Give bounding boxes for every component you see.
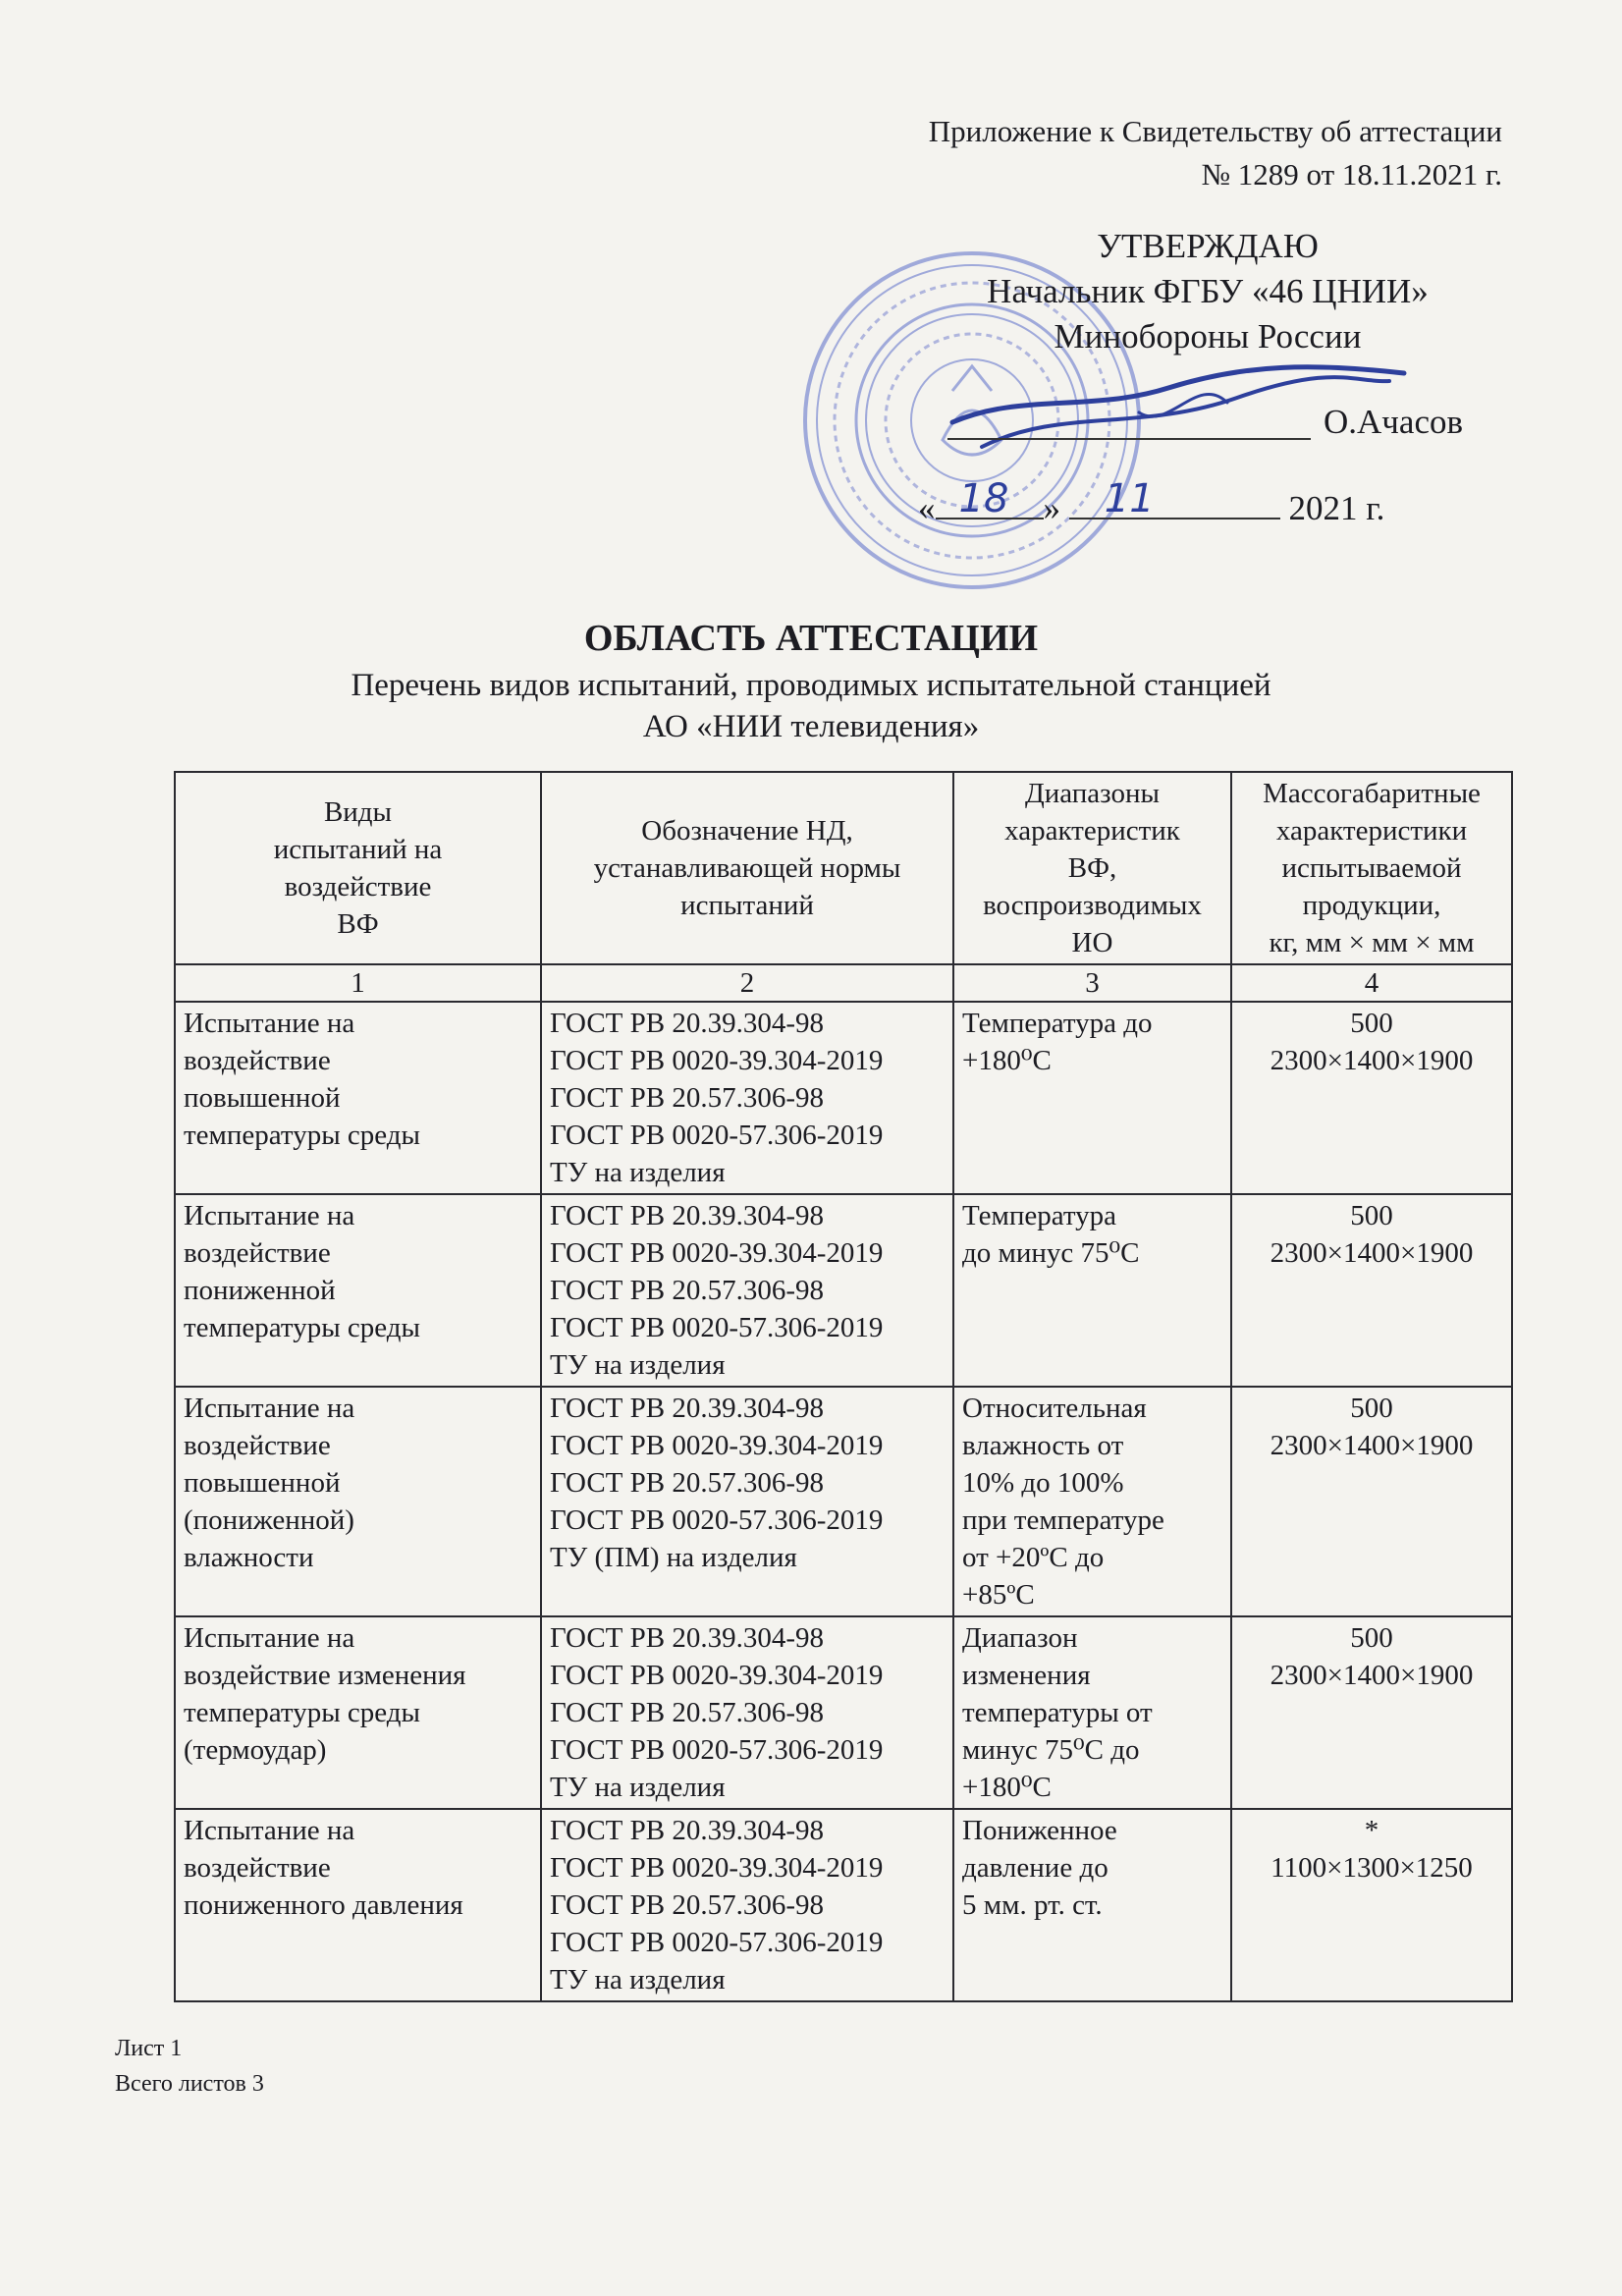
table-row xyxy=(175,1194,1512,1387)
cell-range-line: Температура xyxy=(962,1200,1117,1231)
cell-type-line: Испытание на xyxy=(184,1815,355,1846)
header-line: устанавливающей нормы xyxy=(593,852,901,884)
document-title: ОБЛАСТЬ АТТЕСТАЦИИ xyxy=(583,618,1039,659)
annex-line-2: № 1289 от 18.11.2021 г. xyxy=(1201,157,1502,191)
cell-docs-line: ТУ на изделия xyxy=(550,1964,726,1995)
cell-range-line: изменения xyxy=(962,1660,1091,1691)
cell-range xyxy=(953,1616,1231,1809)
date-open-quote: « xyxy=(918,489,936,527)
cell-type-line: пониженной xyxy=(184,1275,336,1306)
cell-docs-line: ГОСТ РВ 20.57.306-98 xyxy=(550,1082,825,1114)
header-line: ВФ, xyxy=(1067,852,1117,884)
cell-range-line: +180⁰С xyxy=(962,1045,1052,1076)
header-line: испытаний xyxy=(680,890,814,921)
header-ranges xyxy=(953,772,1231,964)
annex-header xyxy=(929,110,1502,196)
cell-type-line: воздействие изменения xyxy=(184,1660,466,1691)
sheet-info xyxy=(115,2031,264,2102)
cell-docs-line: ГОСТ РВ 0020-57.306-2019 xyxy=(550,1312,884,1343)
cell-mass xyxy=(1231,1387,1512,1616)
sheet-total: Всего листов 3 xyxy=(115,2071,264,2097)
cell-mass-line: 1100×1300×1250 xyxy=(1271,1852,1473,1884)
handwritten-month: 11 xyxy=(1104,476,1155,521)
approval-line-1: Начальник ФГБУ «46 ЦНИИ» xyxy=(987,272,1429,310)
cell-mass-line: 2300×1400×1900 xyxy=(1270,1430,1474,1461)
col-number-4: 4 xyxy=(1231,964,1512,1002)
cell-docs-line: ГОСТ РВ 0020-39.304-2019 xyxy=(550,1237,884,1269)
column-number-row xyxy=(175,964,1512,1002)
cell-type-line: Испытание на xyxy=(184,1393,355,1424)
cell-docs xyxy=(541,1809,953,2001)
header-line: Виды xyxy=(323,796,393,828)
cell-docs-line: ТУ на изделия xyxy=(550,1157,726,1188)
cell-docs xyxy=(541,1616,953,1809)
document-subtitle-1: Перечень видов испытаний, проводимых испытательной станцией xyxy=(351,668,1271,703)
cell-range xyxy=(953,1002,1231,1194)
cell-docs-line: ГОСТ РВ 0020-57.306-2019 xyxy=(550,1927,884,1958)
cell-type-line: воздействие xyxy=(184,1852,331,1884)
header-line: продукции, xyxy=(1302,890,1441,921)
cell-docs-line: ГОСТ РВ 0020-39.304-2019 xyxy=(550,1430,884,1461)
cell-docs-line: ТУ на изделия xyxy=(550,1349,726,1381)
cell-range-line: влажность от xyxy=(962,1430,1124,1461)
table-header-row xyxy=(175,772,1512,964)
date-close-quote: » xyxy=(1043,489,1060,527)
cell-docs-line: ГОСТ РВ 20.57.306-98 xyxy=(550,1275,825,1306)
header-line: кг, мм × мм × мм xyxy=(1269,927,1475,958)
cell-type-line: (термоудар) xyxy=(184,1734,327,1766)
cell-range-line: +85ºС xyxy=(962,1579,1035,1611)
col-number-3: 3 xyxy=(953,964,1231,1002)
cell-range xyxy=(953,1809,1231,2001)
cell-docs-line: ГОСТ РВ 20.39.304-98 xyxy=(550,1622,825,1654)
cell-range xyxy=(953,1387,1231,1616)
header-mass-dimensions xyxy=(1231,772,1512,964)
cell-mass-line: 500 xyxy=(1350,1200,1393,1231)
cell-type-line: повышенной xyxy=(184,1082,341,1114)
cell-mass xyxy=(1231,1002,1512,1194)
cell-mass-line: 2300×1400×1900 xyxy=(1270,1237,1474,1269)
cell-range-line: Относительная xyxy=(962,1393,1147,1424)
cell-docs-line: ТУ (ПМ) на изделия xyxy=(550,1542,797,1573)
cell-type-line: Испытание на xyxy=(184,1008,355,1039)
header-line: Обозначение НД, xyxy=(641,815,853,847)
cell-docs-line: ГОСТ РВ 20.39.304-98 xyxy=(550,1393,825,1424)
cell-type-line: Испытание на xyxy=(184,1200,355,1231)
cell-range-line: минус 75⁰С до xyxy=(962,1734,1140,1766)
cell-docs-line: ГОСТ РВ 0020-39.304-2019 xyxy=(550,1045,884,1076)
approval-heading: УТВЕРЖДАЮ xyxy=(1097,227,1319,265)
header-line: испытаний на xyxy=(273,834,443,865)
header-line: Диапазоны xyxy=(1025,778,1160,809)
cell-mass-line: 2300×1400×1900 xyxy=(1270,1660,1474,1691)
cell-range-line: +180⁰С xyxy=(962,1772,1052,1803)
cell-docs-line: ГОСТ РВ 20.39.304-98 xyxy=(550,1200,825,1231)
cell-mass-line: 500 xyxy=(1350,1008,1393,1039)
cell-range-line: Диапазон xyxy=(962,1622,1078,1654)
cell-docs xyxy=(541,1194,953,1387)
header-line: Массогабаритные xyxy=(1263,778,1481,809)
table-row xyxy=(175,1002,1512,1194)
cell-mass-line: * xyxy=(1364,1815,1379,1846)
handwritten-day: 18 xyxy=(958,476,1009,521)
cell-docs-line: ГОСТ РВ 0020-39.304-2019 xyxy=(550,1852,884,1884)
cell-range-line: от +20ºС до xyxy=(962,1542,1105,1573)
signer-name: О.Ачасов xyxy=(1324,403,1463,441)
cell-type xyxy=(175,1616,541,1809)
col-number-1: 1 xyxy=(175,964,541,1002)
header-line: испытываемой xyxy=(1281,852,1462,884)
sheet-number: Лист 1 xyxy=(115,2036,183,2061)
cell-type xyxy=(175,1809,541,2001)
cell-type xyxy=(175,1194,541,1387)
cell-docs-line: ГОСТ РВ 0020-57.306-2019 xyxy=(550,1120,884,1151)
cell-type-line: влажности xyxy=(184,1542,314,1573)
cell-docs xyxy=(541,1387,953,1616)
date-year: 2021 г. xyxy=(1288,489,1385,527)
approval-date xyxy=(918,476,1385,528)
cell-range-line: до минус 75⁰С xyxy=(962,1237,1140,1269)
cell-docs xyxy=(541,1002,953,1194)
cell-docs-line: ГОСТ РВ 0020-39.304-2019 xyxy=(550,1660,884,1691)
cell-mass-line: 2300×1400×1900 xyxy=(1270,1045,1474,1076)
cell-type-line: Испытание на xyxy=(184,1622,355,1654)
cell-mass-line: 500 xyxy=(1350,1622,1393,1654)
header-line: воспроизводимых xyxy=(983,890,1202,921)
cell-type-line: температуры среды xyxy=(184,1697,421,1728)
cell-type xyxy=(175,1387,541,1616)
cell-range-line: Температура до xyxy=(962,1008,1153,1039)
cell-docs-line: ГОСТ РВ 20.57.306-98 xyxy=(550,1889,825,1921)
cell-type-line: температуры среды xyxy=(184,1312,421,1343)
approval-line-2: Минобороны России xyxy=(1054,317,1362,355)
cell-mass-line: 500 xyxy=(1350,1393,1393,1424)
annex-line-1: Приложение к Свидетельству об аттестации xyxy=(928,114,1502,148)
day-blank xyxy=(936,476,1044,521)
cell-range-line: при температуре xyxy=(962,1504,1164,1536)
header-line: воздействие xyxy=(284,871,432,902)
cell-range-line: Пониженное xyxy=(962,1815,1117,1846)
cell-mass xyxy=(1231,1809,1512,2001)
cell-type-line: пониженного давления xyxy=(184,1889,463,1921)
table-row xyxy=(175,1809,1512,2001)
cell-docs-line: ГОСТ РВ 20.57.306-98 xyxy=(550,1467,825,1499)
cell-type xyxy=(175,1002,541,1194)
cell-docs-line: ГОСТ РВ 0020-57.306-2019 xyxy=(550,1734,884,1766)
col-number-2: 2 xyxy=(541,964,953,1002)
attestation-table xyxy=(174,771,1513,2002)
cell-type-line: воздействие xyxy=(184,1430,331,1461)
cell-type-line: воздействие xyxy=(184,1045,331,1076)
cell-range xyxy=(953,1194,1231,1387)
table-row xyxy=(175,1616,1512,1809)
cell-mass xyxy=(1231,1194,1512,1387)
header-line: характеристик xyxy=(1004,815,1180,847)
table-body xyxy=(175,1002,1512,2001)
cell-range-line: давление до xyxy=(962,1852,1108,1884)
document-subtitle-2: АО «НИИ телевидения» xyxy=(642,709,980,744)
signature-line xyxy=(947,401,1311,440)
header-line: ИО xyxy=(1071,927,1113,958)
cell-docs-line: ГОСТ РВ 20.39.304-98 xyxy=(550,1008,825,1039)
cell-range-line: температуры от xyxy=(962,1697,1153,1728)
cell-range-line: 5 мм. рт. ст. xyxy=(962,1889,1103,1921)
cell-docs-line: ТУ на изделия xyxy=(550,1772,726,1803)
cell-type-line: температуры среды xyxy=(184,1120,421,1151)
cell-type-line: воздействие xyxy=(184,1237,331,1269)
cell-docs-line: ГОСТ РВ 20.39.304-98 xyxy=(550,1815,825,1846)
month-blank xyxy=(1069,476,1280,521)
header-line: характеристики xyxy=(1275,815,1468,847)
approval-block xyxy=(933,224,1483,359)
header-normative-doc xyxy=(541,772,953,964)
table-row xyxy=(175,1387,1512,1616)
cell-docs-line: ГОСТ РВ 0020-57.306-2019 xyxy=(550,1504,884,1536)
cell-type-line: (пониженной) xyxy=(184,1504,354,1536)
cell-type-line: повышенной xyxy=(184,1467,341,1499)
cell-docs-line: ГОСТ РВ 20.57.306-98 xyxy=(550,1697,825,1728)
cell-mass xyxy=(1231,1616,1512,1809)
header-line: ВФ xyxy=(337,908,379,940)
header-test-type xyxy=(175,772,541,964)
cell-range-line: 10% до 100% xyxy=(962,1467,1124,1499)
